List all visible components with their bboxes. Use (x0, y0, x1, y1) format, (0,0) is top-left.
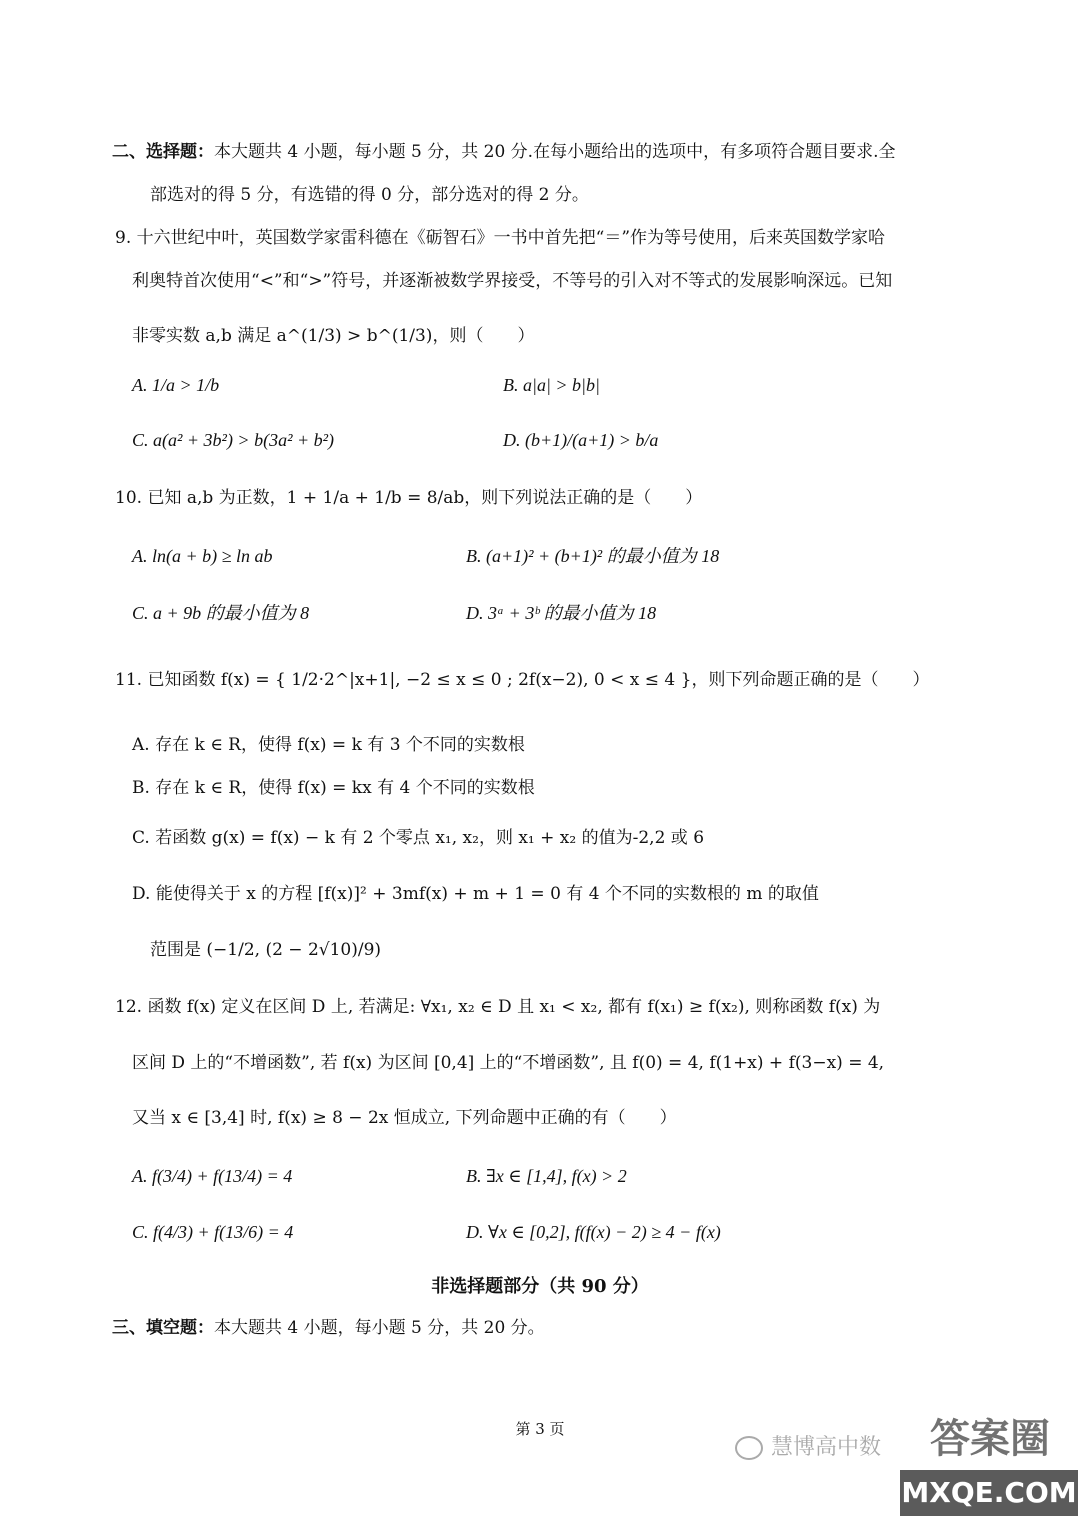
q9-line2: 利奥特首次使用“<”和“>”符号，并逐渐被数学界接受，不等号的引入对不等式的发展影响深远。已知 (132, 271, 893, 291)
q9-line1: 9. 十六世纪中叶，英国数学家雷科德在《砺智石》一书中首先把“＝”作为等号使用，后来英国数学家哈 (115, 228, 886, 248)
q10-stem: 10. 已知 a,b 为正数，1 + 1/a + 1/b = 8/ab，则下列说法正确的是（ ） (115, 488, 703, 508)
q9-option-a: A. 1/a > 1/b (132, 375, 220, 395)
q11-option-d-line1: D. 能使得关于 x 的方程 [f(x)]² + 3mf(x) + m + 1 = 0 有 4 个不同的实数根的 m 的取值 (132, 884, 819, 904)
section-2-line1: 本大题共 4 小题，每小题 5 分，共 20 分.在每小题给出的选项中，有多项符合题目要求.全 (214, 142, 896, 162)
q11-option-c: C. 若函数 g(x) = f(x) − k 有 2 个零点 x₁, x₂，则 x₁ + x₂ 的值为-2,2 或 6 (132, 828, 705, 848)
section-2-heading (112, 142, 896, 162)
section-2-title: 二、选择题： (112, 142, 214, 162)
q9-option-d: D. (b+1)/(a+1) > b/a (503, 430, 659, 450)
q9-option-c: C. a(a² + 3b²) > b(3a² + b²) (132, 430, 335, 450)
q11-option-a: A. 存在 k ∈ R，使得 f(x) = k 有 3 个不同的实数根 (132, 735, 525, 755)
section-3-title: 三、填空题： (112, 1318, 214, 1338)
nonchoice-heading: 非选择题部分（共 90 分） (431, 1276, 649, 1297)
q9-option-b: B. a|a| > b|b| (503, 375, 600, 395)
page-number: 第 3 页 (515, 1420, 565, 1438)
watermark-wechat (735, 1430, 881, 1461)
q12-option-a: A. f(3/4) + f(13/4) = 4 (132, 1166, 293, 1186)
q11-stem: 11. 已知函数 f(x) = { 1/2·2^|x+1|, −2 ≤ x ≤ 0 ; 2f(x−2), 0 < x ≤ 4 }，则下列命题正确的是（ ） (115, 670, 930, 690)
q9-line3: 非零实数 a,b 满足 a^(1/3) > b^(1/3)，则（ ） (132, 326, 535, 346)
q12-line1: 12. 函数 f(x) 定义在区间 D 上, 若满足: ∀x₁, x₂ ∈ D 且 x₁ < x₂, 都有 f(x₁) ≥ f(x₂), 则称函数 f(x) 为 (115, 997, 881, 1017)
q12-option-b: B. ∃x ∈ [1,4], f(x) > 2 (466, 1166, 627, 1186)
section-3-heading (112, 1318, 545, 1338)
q11-option-b: B. 存在 k ∈ R，使得 f(x) = kx 有 4 个不同的实数根 (132, 778, 535, 798)
q10-option-b: B. (a+1)² + (b+1)² 的最小值为 18 (466, 546, 720, 566)
q12-option-d: D. ∀x ∈ [0,2], f(f(x) − 2) ≥ 4 − f(x) (466, 1222, 721, 1242)
section-2-line2: 部选对的得 5 分，有选错的得 0 分，部分选对的得 2 分。 (150, 185, 589, 205)
q12-line3: 又当 x ∈ [3,4] 时, f(x) ≥ 8 − 2x 恒成立, 下列命题中正确的有（ ） (132, 1108, 677, 1128)
watermark-badge: 答案圈 (930, 1416, 1050, 1462)
q12-line2: 区间 D 上的“不增函数”, 若 f(x) 为区间 [0,4] 上的“不增函数”, 且 f(0) = 4, f(1+x) + f(3−x) = 4, (132, 1053, 885, 1073)
q12-option-c: C. f(4/3) + f(13/6) = 4 (132, 1222, 294, 1242)
q10-option-d: D. 3ᵃ + 3ᵇ 的最小值为 18 (466, 603, 657, 623)
watermark-wechat-text: 慧博高中数 (771, 1435, 882, 1460)
q10-option-a: A. ln(a + b) ≥ ln ab (132, 546, 273, 566)
section-3-text: 本大题共 4 小题，每小题 5 分，共 20 分。 (214, 1318, 545, 1338)
wechat-icon (735, 1436, 763, 1460)
q10-option-c: C. a + 9b 的最小值为 8 (132, 603, 310, 623)
watermark-site: MXQE.COM (900, 1470, 1078, 1516)
q11-option-d-line2: 范围是 (−1/2, (2 − 2√10)/9) (150, 940, 382, 960)
